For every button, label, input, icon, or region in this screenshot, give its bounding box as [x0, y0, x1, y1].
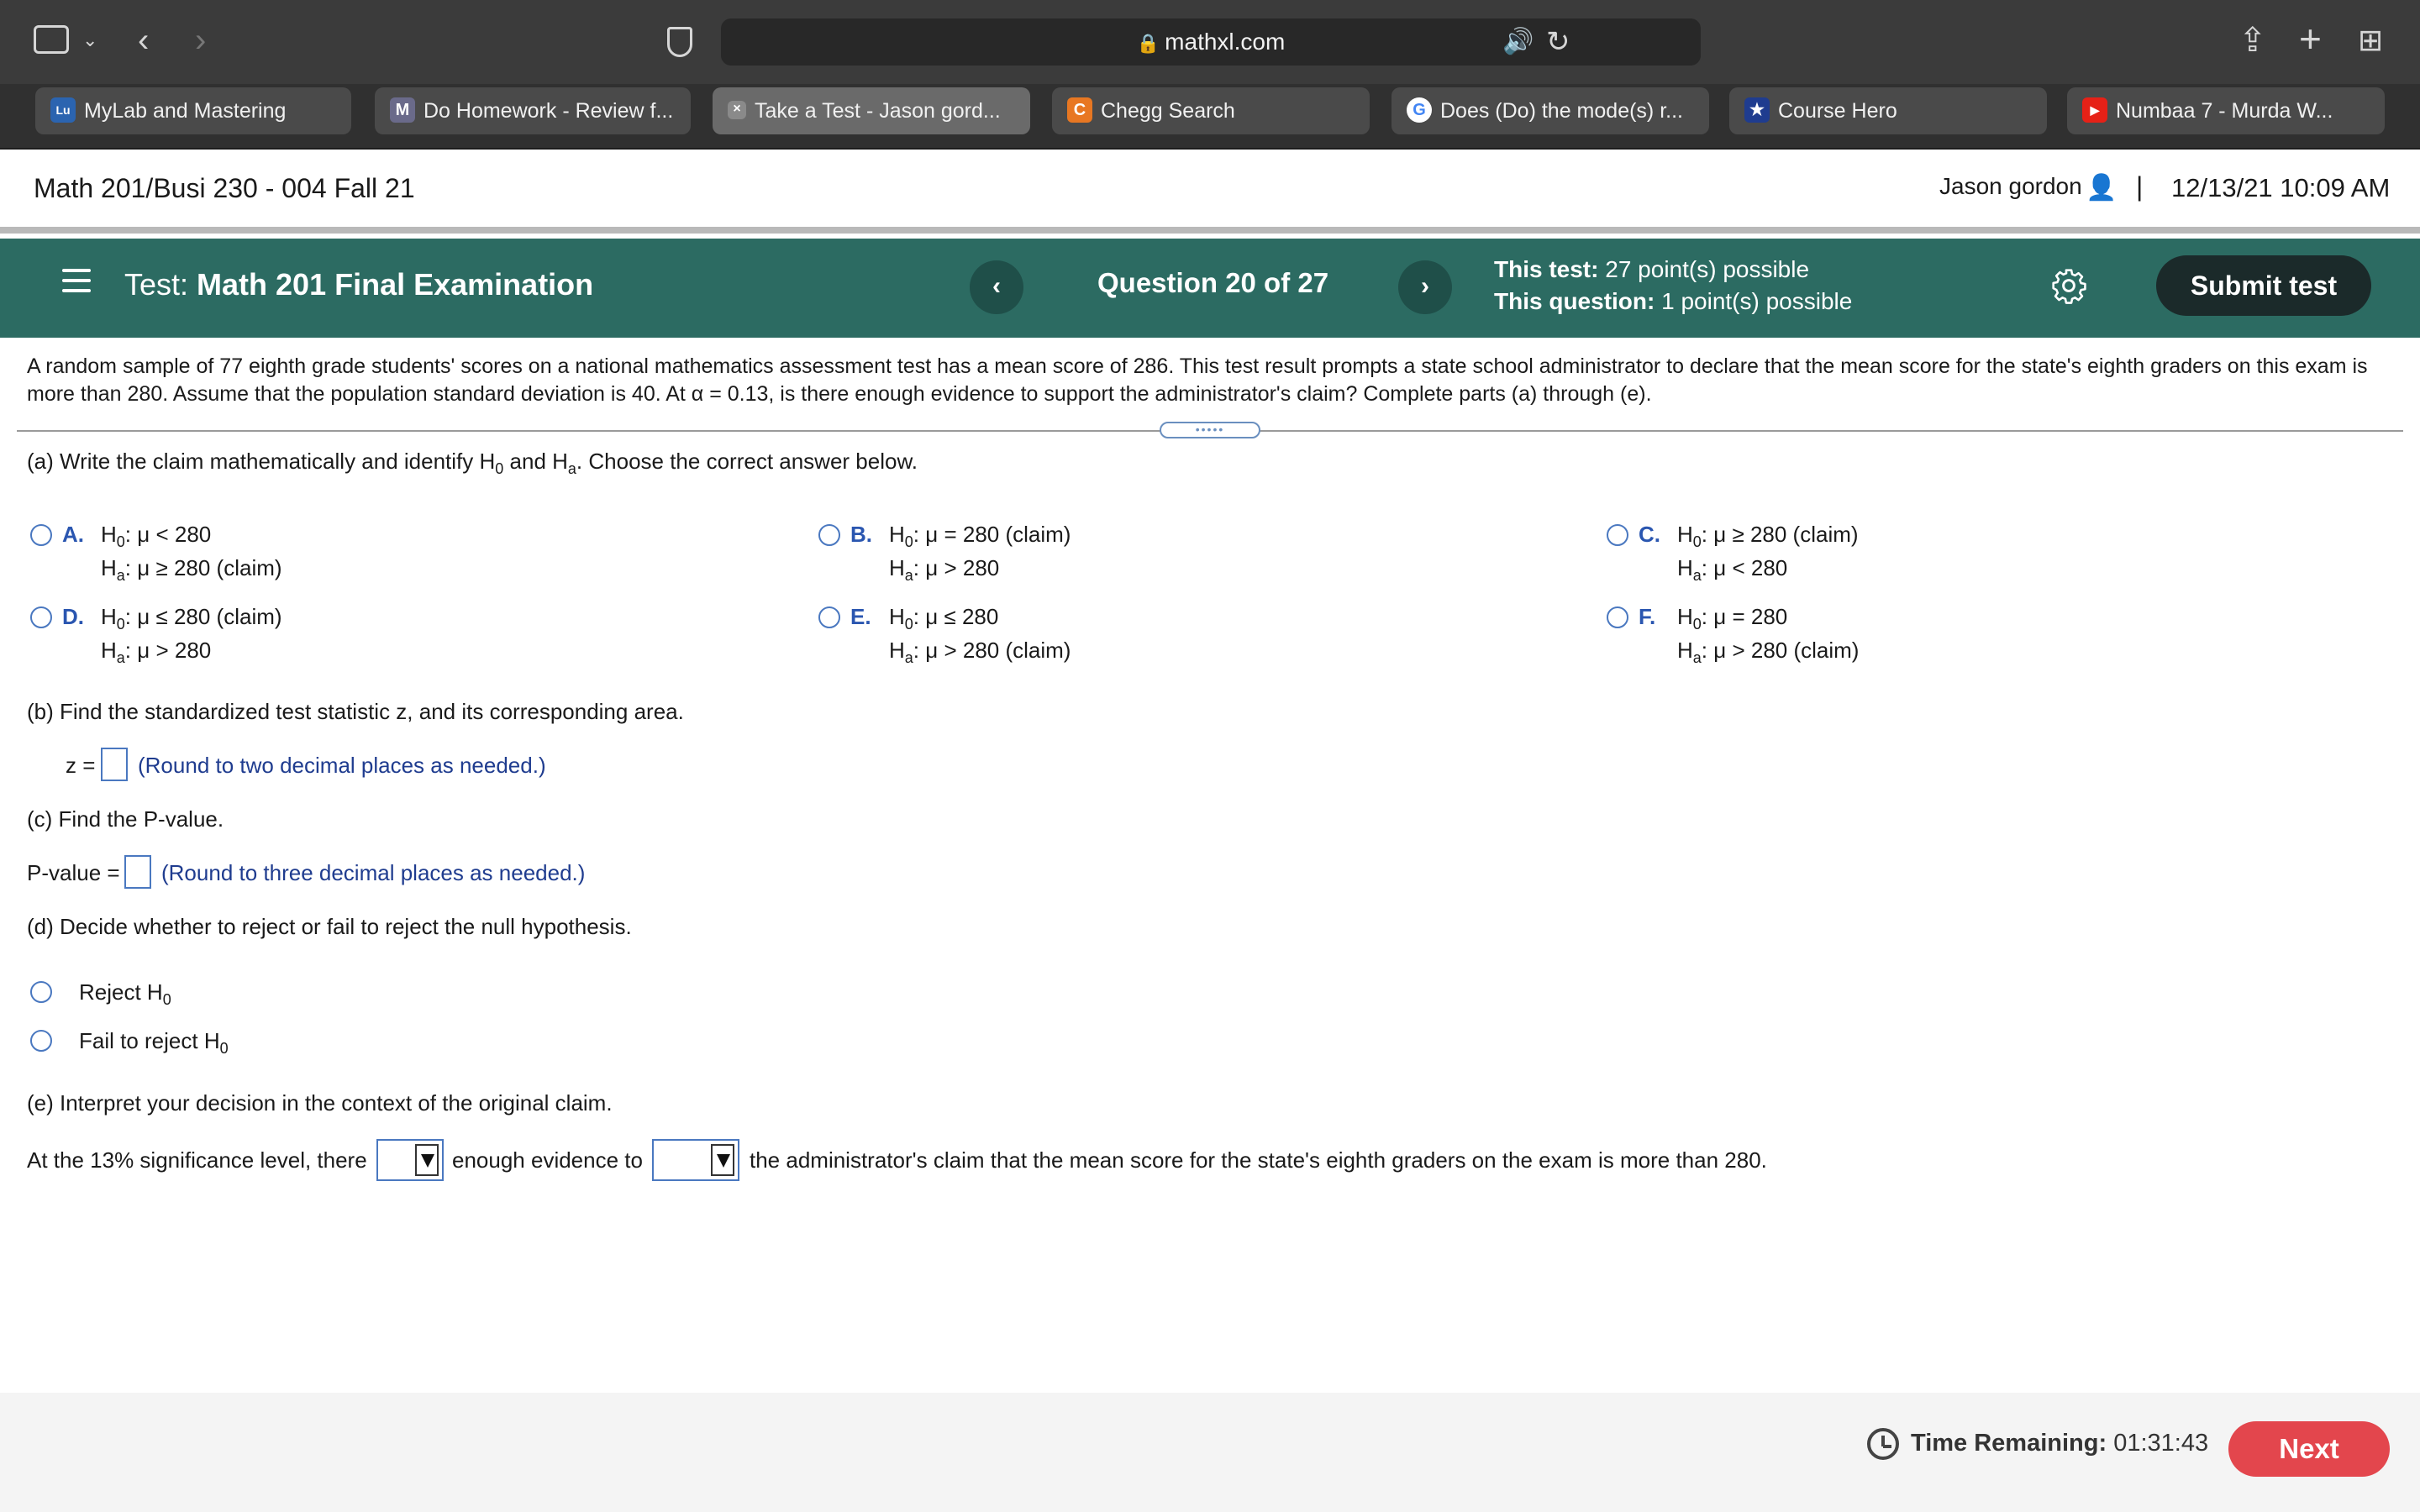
option-e-radio[interactable] [818, 606, 840, 628]
sidebar-toggle-icon[interactable] [34, 25, 69, 54]
option-d-radio[interactable] [30, 606, 52, 628]
menu-icon[interactable] [62, 269, 91, 292]
dropdown-arrow-icon[interactable] [415, 1144, 439, 1176]
tab-mylab[interactable]: Lu MyLab and Mastering [35, 87, 351, 134]
fail-to-reject-label[interactable]: Fail to reject $H_0$ [79, 1028, 229, 1057]
address-bar[interactable] [721, 18, 1701, 66]
part-e-instruction: (e) Interpret your decision in the context of the original claim. [27, 1090, 613, 1116]
time-remaining: Time Remaining: 01:31:43 [1911, 1430, 2209, 1457]
z-input[interactable] [101, 748, 128, 781]
back-icon[interactable]: ‹ [138, 22, 150, 59]
footer-bar [0, 1393, 2420, 1512]
part-e-sentence-start: At the 13% significance level, there [27, 1147, 367, 1173]
resize-handle[interactable]: ••••• [1160, 422, 1260, 438]
z-hint: (Round to two decimal places as needed.) [138, 753, 546, 778]
test-name: Math 201 Final Examination [197, 267, 594, 302]
shield-icon[interactable] [667, 27, 692, 57]
fail-to-reject-radio[interactable] [30, 1030, 52, 1052]
part-b-instruction: (b) Find the standardized test statistic z, and its corresponding area. [27, 699, 684, 724]
url-text: mathxl.com [1165, 29, 1286, 55]
m-favicon-icon: M [390, 97, 415, 123]
previous-question-button[interactable]: ‹ [970, 260, 1023, 314]
option-f-radio[interactable] [1607, 606, 1628, 628]
part-a-instruction: (a) Write the claim mathematically and identify $H_0$ and $H_a$. Choose the correct answer below. [27, 449, 918, 477]
datetime: 12/13/21 10:09 AM [2171, 173, 2391, 202]
option-f[interactable]: F. $H_0$: μ = 280 $H_a$: μ > 280 (claim) [1607, 600, 2027, 670]
course-hero-favicon-icon: ★ [1744, 97, 1770, 123]
option-b[interactable]: B. $H_0$: μ = 280 (claim) $H_a$: μ > 280 [818, 517, 1239, 588]
chegg-favicon-icon: C [1067, 97, 1092, 123]
reject-radio[interactable] [30, 981, 52, 1003]
tab-google[interactable]: G Does (Do) the mode(s) r... [1392, 87, 1709, 134]
mylab-favicon-icon: Lu [50, 97, 76, 123]
speaker-icon[interactable]: 🔊 [1502, 28, 1534, 55]
chevron-down-icon[interactable]: ⌄ [82, 29, 98, 50]
part-c-instruction: (c) Find the P-value. [27, 806, 224, 832]
option-d[interactable]: D. $H_0$: μ ≤ 280 (claim) $H_a$: μ > 280 [30, 600, 450, 670]
tab-course-hero[interactable]: ★ Course Hero [1729, 87, 2047, 134]
question-counter: Question 20 of 27 [1097, 267, 1329, 298]
course-header [0, 151, 2420, 234]
new-tab-icon[interactable]: + [2299, 17, 2322, 60]
course-title: Math 201/Busi 230 - 004 Fall 21 [34, 173, 415, 203]
next-question-button[interactable]: › [1398, 260, 1452, 314]
browser-toolbar [0, 0, 2420, 84]
p-value-hint: (Round to three decimal places as needed.) [161, 860, 586, 885]
support-reject-dropdown[interactable] [652, 1139, 739, 1181]
youtube-favicon-icon: ▶ [2082, 97, 2107, 123]
user-name[interactable]: Jason gordon [1939, 173, 2082, 199]
option-c-radio[interactable] [1607, 524, 1628, 546]
tab-do-homework[interactable]: M Do Homework - Review f... [375, 87, 691, 134]
submit-test-button[interactable]: Submit test [2156, 255, 2371, 316]
tab-chegg[interactable]: C Chegg Search [1052, 87, 1370, 134]
option-a[interactable]: A. $H_0$: μ < 280 $H_a$: μ ≥ 280 (claim) [30, 517, 450, 588]
z-label: z = [66, 753, 96, 778]
header-separator: | [2136, 171, 2144, 202]
dropdown-arrow-icon[interactable] [711, 1144, 734, 1176]
part-e-sentence-end: the administrator's claim that the mean score for the state's eighth graders on the exam is more than 280. [750, 1147, 1767, 1173]
is-is-not-dropdown[interactable] [376, 1139, 444, 1181]
close-tab-icon[interactable]: × [728, 101, 746, 119]
user-icon[interactable]: 👤 [2086, 174, 2118, 202]
part-d-instruction: (d) Decide whether to reject or fail to reject the null hypothesis. [27, 914, 632, 939]
option-a-radio[interactable] [30, 524, 52, 546]
tab-take-a-test[interactable]: × Take a Test - Jason gord... [713, 87, 1030, 134]
share-icon[interactable]: ⇪ [2238, 22, 2267, 59]
reject-label[interactable]: Reject $H_0$ [79, 979, 171, 1008]
reload-icon[interactable]: ↻ [1546, 26, 1570, 58]
option-b-radio[interactable] [818, 524, 840, 546]
google-favicon-icon: G [1407, 97, 1432, 123]
next-button[interactable]: Next [2228, 1421, 2390, 1477]
forward-icon[interactable]: › [195, 22, 207, 59]
test-title: Test: Math 201 Final Examination [124, 267, 594, 302]
option-c[interactable]: C. $H_0$: μ ≥ 280 (claim) $H_a$: μ < 280 [1607, 517, 2027, 588]
gear-icon[interactable] [2050, 267, 2087, 304]
test-header [0, 239, 2420, 338]
clock-icon [1867, 1428, 1899, 1460]
lock-icon: 🔒 [1136, 33, 1165, 54]
part-e-sentence-middle: enough evidence to [452, 1147, 643, 1173]
option-e[interactable]: E. $H_0$: μ ≤ 280 $H_a$: μ > 280 (claim) [818, 600, 1239, 670]
problem-prompt: A random sample of 77 eighth grade students' scores on a national mathematics assessment test has a mean score of 286. This test result prompts a state school administrator to declare that the mean score for the state's eighth graders on this exam is more than 280. Assume that the population standard deviation is 40. At α = 0.13, is there enough evidence to support the administrator's claim? Complete parts (a) through (e). [27, 354, 2368, 406]
points-info: This test: 27 point(s) possible This question: 1 point(s) possible [1494, 256, 1853, 314]
p-value-input[interactable] [124, 855, 151, 889]
tab-overview-icon[interactable]: ⊞ [2358, 23, 2384, 57]
p-value-label: P-value = [27, 860, 120, 885]
tab-youtube[interactable]: ▶ Numbaa 7 - Murda W... [2067, 87, 2385, 134]
